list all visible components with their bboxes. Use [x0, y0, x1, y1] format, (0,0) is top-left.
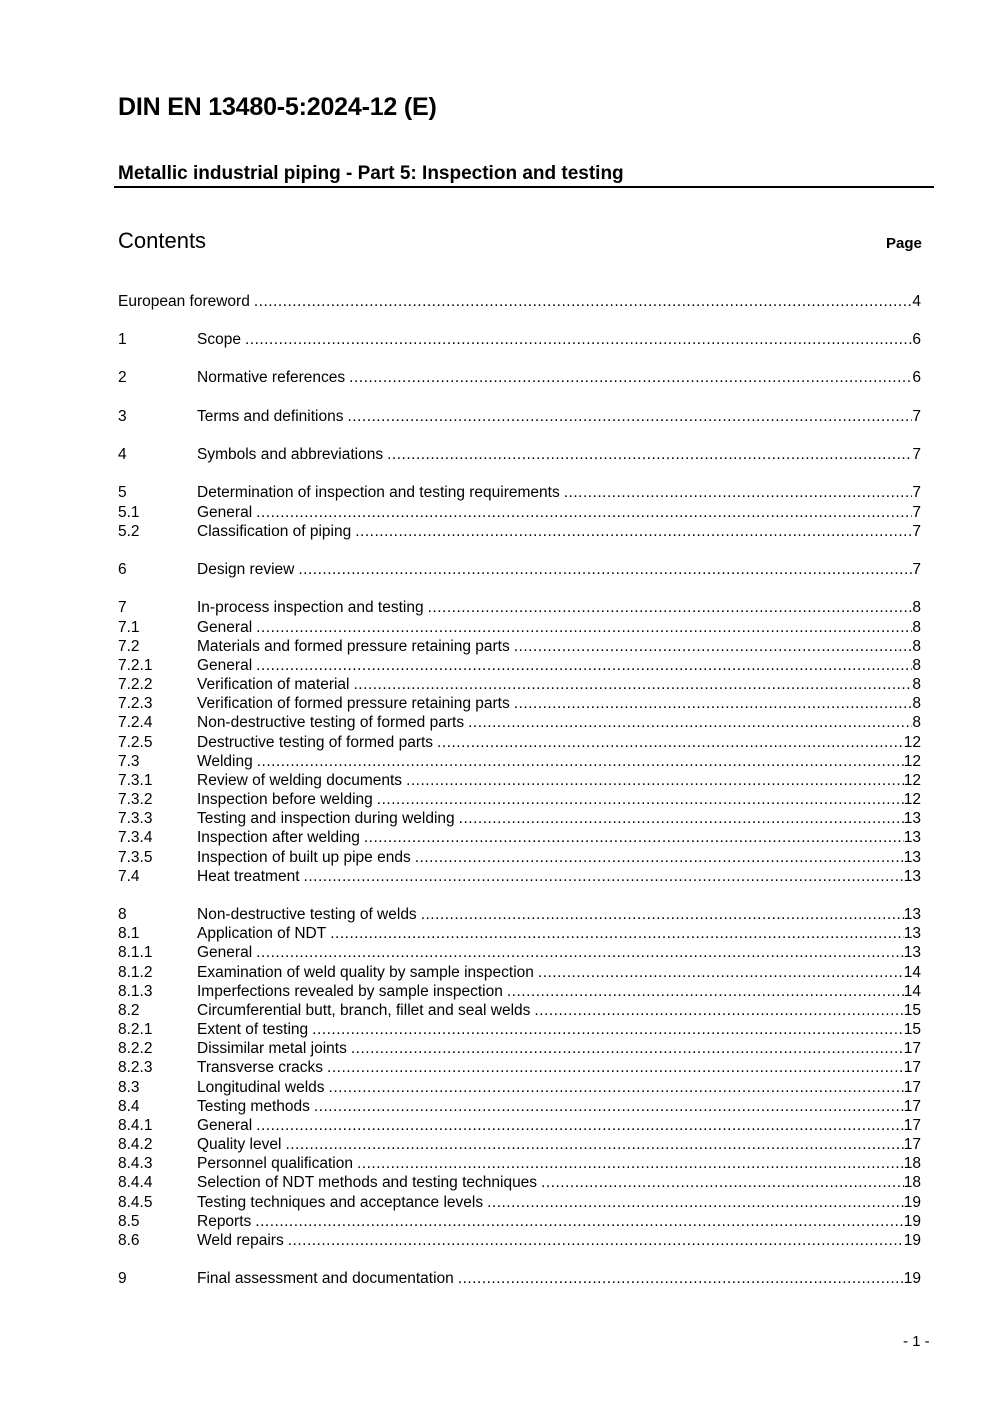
toc-section-number: 8.5 [118, 1213, 140, 1230]
toc-leader-dots [256, 943, 904, 962]
toc-leader-dots [256, 656, 912, 675]
toc-page-number: 8 [912, 619, 921, 636]
toc-section-title: Determination of inspection and testing requirements [197, 484, 560, 501]
toc-entry[interactable] [118, 637, 921, 656]
toc-section-number: 7.2.4 [118, 714, 153, 731]
toc-section-number: 8.2.2 [118, 1040, 153, 1057]
toc-entry[interactable] [118, 1001, 921, 1020]
toc-entry[interactable] [118, 407, 921, 426]
toc-page-number: 17 [903, 1040, 921, 1057]
toc-page-number: 8 [912, 714, 921, 731]
toc-entry[interactable] [118, 1231, 921, 1250]
toc-leader-dots [330, 924, 904, 943]
toc-section-title: Transverse cracks [197, 1059, 324, 1076]
toc-section-title: Inspection before welding [197, 791, 373, 808]
toc-leader-dots [254, 292, 913, 311]
toc-section-number: 7.3.5 [118, 849, 153, 866]
toc-leader-dots [421, 905, 904, 924]
toc-page-number: 4 [912, 293, 921, 310]
toc-section-title: In-process inspection and testing [197, 599, 424, 616]
toc-section-number: 8.2 [118, 1002, 140, 1019]
toc-section-title: Scope [197, 331, 241, 348]
toc-entry[interactable] [118, 809, 921, 828]
toc-leader-dots [541, 1173, 904, 1192]
toc-section-title: Inspection of built up pipe ends [197, 849, 411, 866]
toc-section-number: 9 [118, 1270, 127, 1287]
toc-section-number: 7.4 [118, 868, 140, 885]
toc-page-number: 7 [912, 408, 921, 425]
toc-leader-dots [564, 483, 913, 502]
toc-entry[interactable] [118, 713, 921, 732]
toc-page-number: 13 [903, 906, 921, 923]
toc-page-number: 17 [903, 1059, 921, 1076]
toc-entry[interactable] [118, 790, 921, 809]
toc-entry[interactable] [118, 560, 921, 579]
toc-page-number: 12 [903, 772, 921, 789]
toc-section-title: Inspection after welding [197, 829, 360, 846]
toc-leader-dots [514, 637, 913, 656]
toc-leader-dots [245, 330, 912, 349]
toc-entry[interactable] [118, 656, 921, 675]
toc-page-number: 13 [903, 810, 921, 827]
toc-leader-dots [327, 1058, 904, 1077]
toc-page-number: 17 [903, 1117, 921, 1134]
toc-entry[interactable] [118, 598, 921, 617]
toc-page-number: 14 [903, 964, 921, 981]
toc-entry[interactable] [118, 924, 921, 943]
toc-section-number: 7 [118, 599, 127, 616]
toc-section-number: 7.2 [118, 638, 140, 655]
toc-leader-dots [347, 407, 912, 426]
toc-leader-dots [314, 1097, 904, 1116]
toc-section-title: Circumferential butt, branch, fillet and seal welds [197, 1002, 531, 1019]
toc-entry[interactable] [118, 771, 921, 790]
toc-entry[interactable] [118, 982, 921, 1001]
toc-entry[interactable] [118, 943, 921, 962]
toc-section-title: General [197, 504, 253, 521]
toc-section-number: 7.2.5 [118, 734, 153, 751]
toc-section-number: 8.2.3 [118, 1059, 153, 1076]
toc-section-number: 8.4.1 [118, 1117, 153, 1134]
toc-section-number: 2 [118, 369, 127, 386]
title-underline [114, 186, 934, 188]
toc-leader-dots [349, 368, 912, 387]
toc-section-title: Non-destructive testing of formed parts [197, 714, 465, 731]
toc-section-title: Examination of weld quality by sample inspection [197, 964, 534, 981]
toc-entry[interactable] [118, 1135, 921, 1154]
toc-section-title: Final assessment and documentation [197, 1270, 454, 1287]
toc-entry[interactable] [118, 1154, 921, 1173]
toc-entry[interactable] [118, 1173, 921, 1192]
toc-section-title: Non-destructive testing of welds [197, 906, 417, 923]
toc-section-number: 7.2.1 [118, 657, 153, 674]
toc-entry[interactable] [118, 867, 921, 886]
toc-section-number: 8.4 [118, 1098, 140, 1115]
toc-page-number: 12 [903, 791, 921, 808]
toc-entry[interactable] [118, 1097, 921, 1116]
toc-section-title: Quality level [197, 1136, 282, 1153]
toc-section-title: General [197, 657, 253, 674]
toc-entry[interactable] [118, 963, 921, 982]
toc-leader-dots [387, 445, 912, 464]
toc-entry[interactable] [118, 1269, 921, 1288]
toc-leader-dots [377, 790, 904, 809]
toc-section-number: 7.3.1 [118, 772, 153, 789]
toc-section-title: Longitudinal welds [197, 1079, 325, 1096]
toc-leader-dots [428, 598, 913, 617]
toc-leader-dots [415, 848, 904, 867]
toc-entry[interactable] [118, 752, 921, 771]
toc-entry[interactable] [118, 618, 921, 637]
toc-entry[interactable] [118, 1020, 921, 1039]
toc-section-title: Review of welding documents [197, 772, 403, 789]
page-number: - 1 - [903, 1333, 930, 1350]
toc-entry[interactable] [118, 694, 921, 713]
toc-entry[interactable] [118, 292, 921, 311]
page-column-heading: Page [886, 235, 922, 252]
toc-section-number: 8.1.2 [118, 964, 153, 981]
toc-page-number: 15 [903, 1021, 921, 1038]
toc-page-number: 8 [912, 599, 921, 616]
toc-entry[interactable] [118, 733, 921, 752]
toc-leader-dots [468, 713, 912, 732]
toc-entry[interactable] [118, 445, 921, 464]
contents-heading: Contents [118, 228, 207, 253]
toc-leader-dots [351, 1039, 904, 1058]
toc-page-number: 19 [903, 1213, 921, 1230]
toc-section-number: 8 [118, 906, 127, 923]
toc-section-number: 7.3.3 [118, 810, 153, 827]
toc-section-title: Application of NDT [197, 925, 327, 942]
toc-section-number: 7.3.2 [118, 791, 153, 808]
toc-page-number: 19 [903, 1232, 921, 1249]
toc-section-number: 8.4.2 [118, 1136, 153, 1153]
toc-entry[interactable] [118, 1193, 921, 1212]
toc-leader-dots [514, 694, 913, 713]
toc-leader-dots [329, 1078, 904, 1097]
toc-page-number: 19 [903, 1194, 921, 1211]
toc-entry[interactable] [118, 1212, 921, 1231]
toc-page-number: 17 [903, 1079, 921, 1096]
toc-section-number: 8.3 [118, 1079, 140, 1096]
toc-section-number: 7.3 [118, 753, 140, 770]
toc-section-title: Destructive testing of formed parts [197, 734, 434, 751]
toc-section-title: Materials and formed pressure retaining parts [197, 638, 510, 655]
toc-page-number: 7 [912, 504, 921, 521]
toc-page-number: 12 [903, 734, 921, 751]
toc-leader-dots [257, 752, 904, 771]
toc-section-number: 8.4.4 [118, 1174, 153, 1191]
toc-entry[interactable] [118, 675, 921, 694]
toc-entry[interactable] [118, 503, 921, 522]
toc-leader-dots [459, 809, 904, 828]
toc-section-number: 8.1.1 [118, 944, 153, 961]
toc-leader-dots [437, 733, 904, 752]
toc-section-number: 6 [118, 561, 127, 578]
document-subtitle: Metallic industrial piping - Part 5: Inspection and testing [118, 163, 624, 184]
toc-page-number: 12 [903, 753, 921, 770]
toc-section-number: 8.1 [118, 925, 140, 942]
toc-section-title: Welding [197, 753, 253, 770]
toc-section-number: 7.2.3 [118, 695, 153, 712]
toc-page-number: 19 [903, 1270, 921, 1287]
toc-section-title: Normative references [197, 369, 346, 386]
toc-section-number: 4 [118, 446, 127, 463]
toc-section-number: 7.1 [118, 619, 140, 636]
toc-entry[interactable] [118, 1058, 921, 1077]
toc-leader-dots [298, 560, 912, 579]
toc-section-title: Selection of NDT methods and testing techniques [197, 1174, 538, 1191]
toc-page-number: 13 [903, 829, 921, 846]
toc-entry[interactable] [118, 828, 921, 847]
toc-section-title: Testing techniques and acceptance levels [197, 1194, 484, 1211]
toc-leader-dots [256, 503, 912, 522]
toc-section-number: 8.2.1 [118, 1021, 153, 1038]
toc-page-number: 8 [912, 676, 921, 693]
toc-entry[interactable] [118, 330, 921, 349]
toc-page-number: 13 [903, 925, 921, 942]
toc-section-title: Reports [197, 1213, 252, 1230]
toc-leader-dots [256, 1116, 904, 1135]
toc-page-number: 7 [912, 523, 921, 540]
toc-page-number: 6 [912, 331, 921, 348]
toc-page-number: 13 [903, 944, 921, 961]
toc-section-title: Design review [197, 561, 295, 578]
toc-section-title: Verification of formed pressure retaining parts [197, 695, 510, 712]
toc-page-number: 18 [903, 1155, 921, 1172]
toc-leader-dots [255, 1212, 903, 1231]
toc-leader-dots [288, 1231, 904, 1250]
toc-section-title: General [197, 1117, 253, 1134]
toc-section-title: Extent of testing [197, 1021, 309, 1038]
toc-section-title: Testing and inspection during welding [197, 810, 455, 827]
toc-section-title: Symbols and abbreviations [197, 446, 384, 463]
toc-section-title: Personnel qualification [197, 1155, 353, 1172]
toc-page-number: 18 [903, 1174, 921, 1191]
toc-entry[interactable] [118, 1039, 921, 1058]
toc-section-title: General [197, 944, 253, 961]
toc-leader-dots [534, 1001, 903, 1020]
toc-page-number: 14 [903, 983, 921, 1000]
toc-section-title: European foreword [118, 293, 250, 310]
toc-section-title: Testing methods [197, 1098, 310, 1115]
toc-section-number: 5.1 [118, 504, 140, 521]
toc-entry[interactable] [118, 848, 921, 867]
toc-section-title: Imperfections revealed by sample inspection [197, 983, 503, 1000]
toc-page-number: 17 [903, 1136, 921, 1153]
toc-leader-dots [406, 771, 904, 790]
toc-leader-dots [354, 675, 913, 694]
toc-section-title: Classification of piping [197, 523, 352, 540]
toc-page-number: 13 [903, 849, 921, 866]
toc-section-number: 5 [118, 484, 127, 501]
toc-page-number: 6 [912, 369, 921, 386]
toc-page-number: 13 [903, 868, 921, 885]
toc-entry[interactable] [118, 905, 921, 924]
toc-leader-dots [507, 982, 904, 1001]
toc-section-number: 8.4.5 [118, 1194, 153, 1211]
toc-page-number: 8 [912, 657, 921, 674]
toc-entry[interactable] [118, 1116, 921, 1135]
toc-page-number: 17 [903, 1098, 921, 1115]
toc-section-number: 7.3.4 [118, 829, 153, 846]
toc-page-number: 8 [912, 695, 921, 712]
toc-page-number: 7 [912, 484, 921, 501]
toc-page-number: 15 [903, 1002, 921, 1019]
toc-section-number: 3 [118, 408, 127, 425]
document-title: DIN EN 13480-5:2024-12 (E) [118, 93, 437, 121]
toc-page-number: 7 [912, 446, 921, 463]
toc-leader-dots [312, 1020, 904, 1039]
toc-leader-dots [538, 963, 904, 982]
toc-section-number: 5.2 [118, 523, 140, 540]
toc-section-title: Weld repairs [197, 1232, 284, 1249]
toc-section-number: 1 [118, 331, 127, 348]
toc-leader-dots [285, 1135, 903, 1154]
toc-entry[interactable] [118, 483, 921, 502]
toc-section-title: General [197, 619, 253, 636]
toc-section-number: 8.4.3 [118, 1155, 153, 1172]
toc-leader-dots [304, 867, 904, 886]
toc-entry[interactable] [118, 1078, 921, 1097]
toc-leader-dots [256, 618, 912, 637]
toc-leader-dots [355, 522, 912, 541]
toc-leader-dots [458, 1269, 904, 1288]
toc-page-number: 7 [912, 561, 921, 578]
toc-section-number: 8.6 [118, 1232, 140, 1249]
toc-entry[interactable] [118, 522, 921, 541]
toc-leader-dots [357, 1154, 904, 1173]
toc-section-title: Verification of material [197, 676, 350, 693]
toc-entry[interactable] [118, 368, 921, 387]
toc-section-title: Heat treatment [197, 868, 300, 885]
toc-leader-dots [364, 828, 904, 847]
toc-section-title: Terms and definitions [197, 408, 344, 425]
toc-section-title: Dissimilar metal joints [197, 1040, 347, 1057]
toc-leader-dots [487, 1193, 904, 1212]
toc-section-number: 8.1.3 [118, 983, 153, 1000]
toc-section-number: 7.2.2 [118, 676, 153, 693]
toc-page-number: 8 [912, 638, 921, 655]
